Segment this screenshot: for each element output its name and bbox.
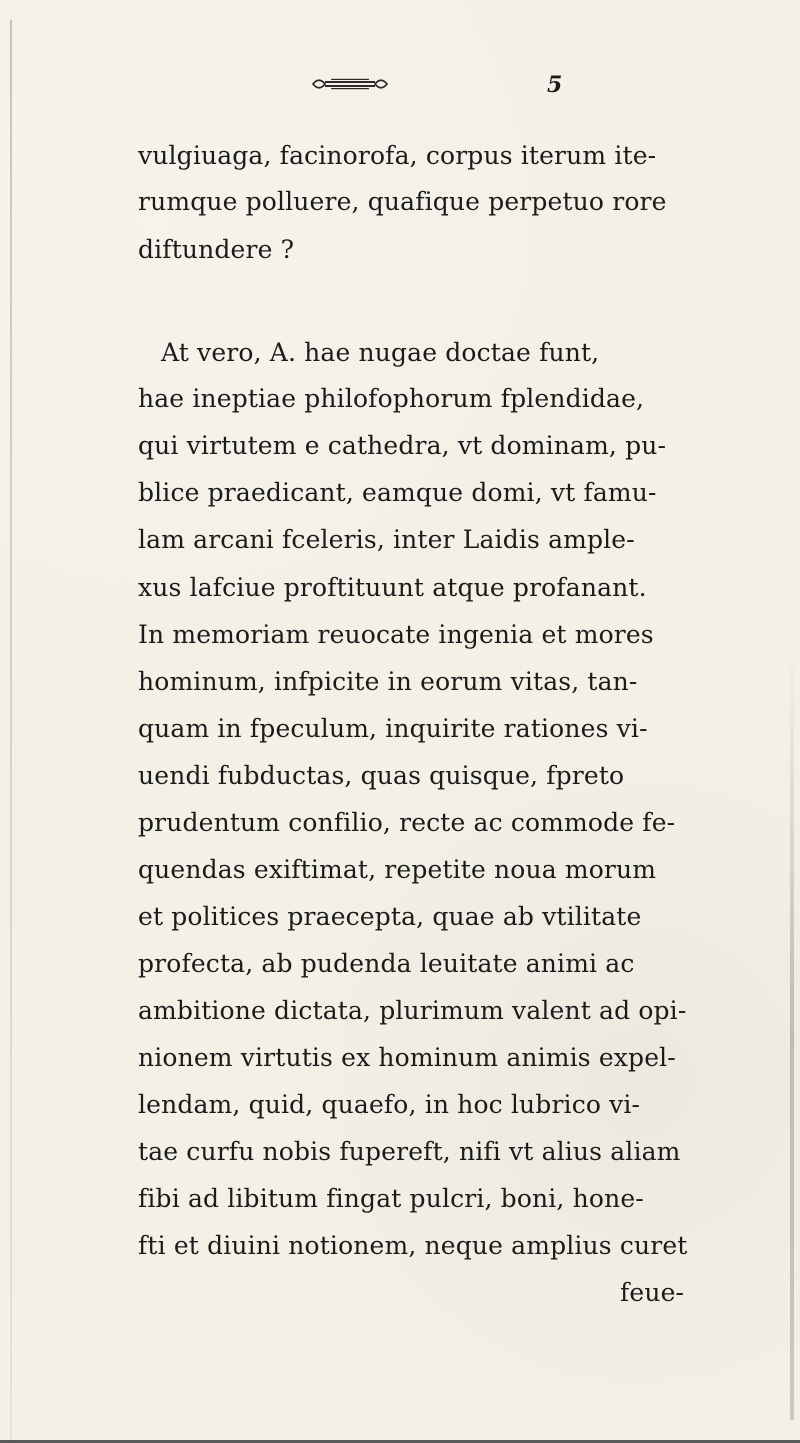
text-line-17: profecta, ab pudenda leuitate animi ac xyxy=(138,949,635,978)
text-line-22: fibi ad libitum fingat pulcri, boni, hone- xyxy=(138,1184,644,1213)
text-line-5: hae ineptiae philofophorum fplendidae, xyxy=(138,384,645,413)
text-line-14: prudentum confilio, recte ac commode fe- xyxy=(138,808,676,837)
text-line-12: quam in fpeculum, inquirite rationes vi- xyxy=(138,714,648,743)
text-line-20: lendam, quid, quaefo, in hoc lubrico vi- xyxy=(138,1090,641,1119)
catchword: feue- xyxy=(620,1278,685,1307)
text-line-10: In memoriam reuocate ingenia et mores xyxy=(138,620,654,649)
text-line-3: diftundere ? xyxy=(138,235,295,264)
text-line-11: hominum, infpicite in eorum vitas, tan- xyxy=(138,667,638,696)
text-line-2: rumque polluere, quafique perpetuo rore xyxy=(138,187,667,216)
text-line-4: At vero, A. hae nugae doctae funt, xyxy=(161,338,600,367)
page-number: 5 xyxy=(547,72,563,98)
text-line-8: lam arcani fceleris, inter Laidis ample- xyxy=(138,525,635,554)
text-line-21: tae curfu nobis fupereft, nifi vt alius aliam xyxy=(138,1137,681,1166)
text-line-18: ambitione dictata, plurimum valent ad opi- xyxy=(138,996,687,1025)
text-line-9: xus lafciue proftituunt atque profanant. xyxy=(138,573,647,602)
text-line-7: blice praedicant, eamque domi, vt famu- xyxy=(138,478,657,507)
text-line-19: nionem virtutis ex hominum animis expel- xyxy=(138,1043,676,1072)
text-line-1: vulgiuaga, facinorofa, corpus iterum ite- xyxy=(138,141,657,170)
text-line-16: et politices praecepta, quae ab vtilitate xyxy=(138,902,642,931)
text-line-6: qui virtutem e cathedra, vt dominam, pu- xyxy=(138,431,667,460)
text-line-23: fti et diuini notionem, neque amplius curet xyxy=(138,1231,688,1260)
text-line-13: uendi fubductas, quas quisque, fpreto xyxy=(138,761,625,790)
text-line-15: quendas exiftimat, repetite noua morum xyxy=(138,855,657,884)
